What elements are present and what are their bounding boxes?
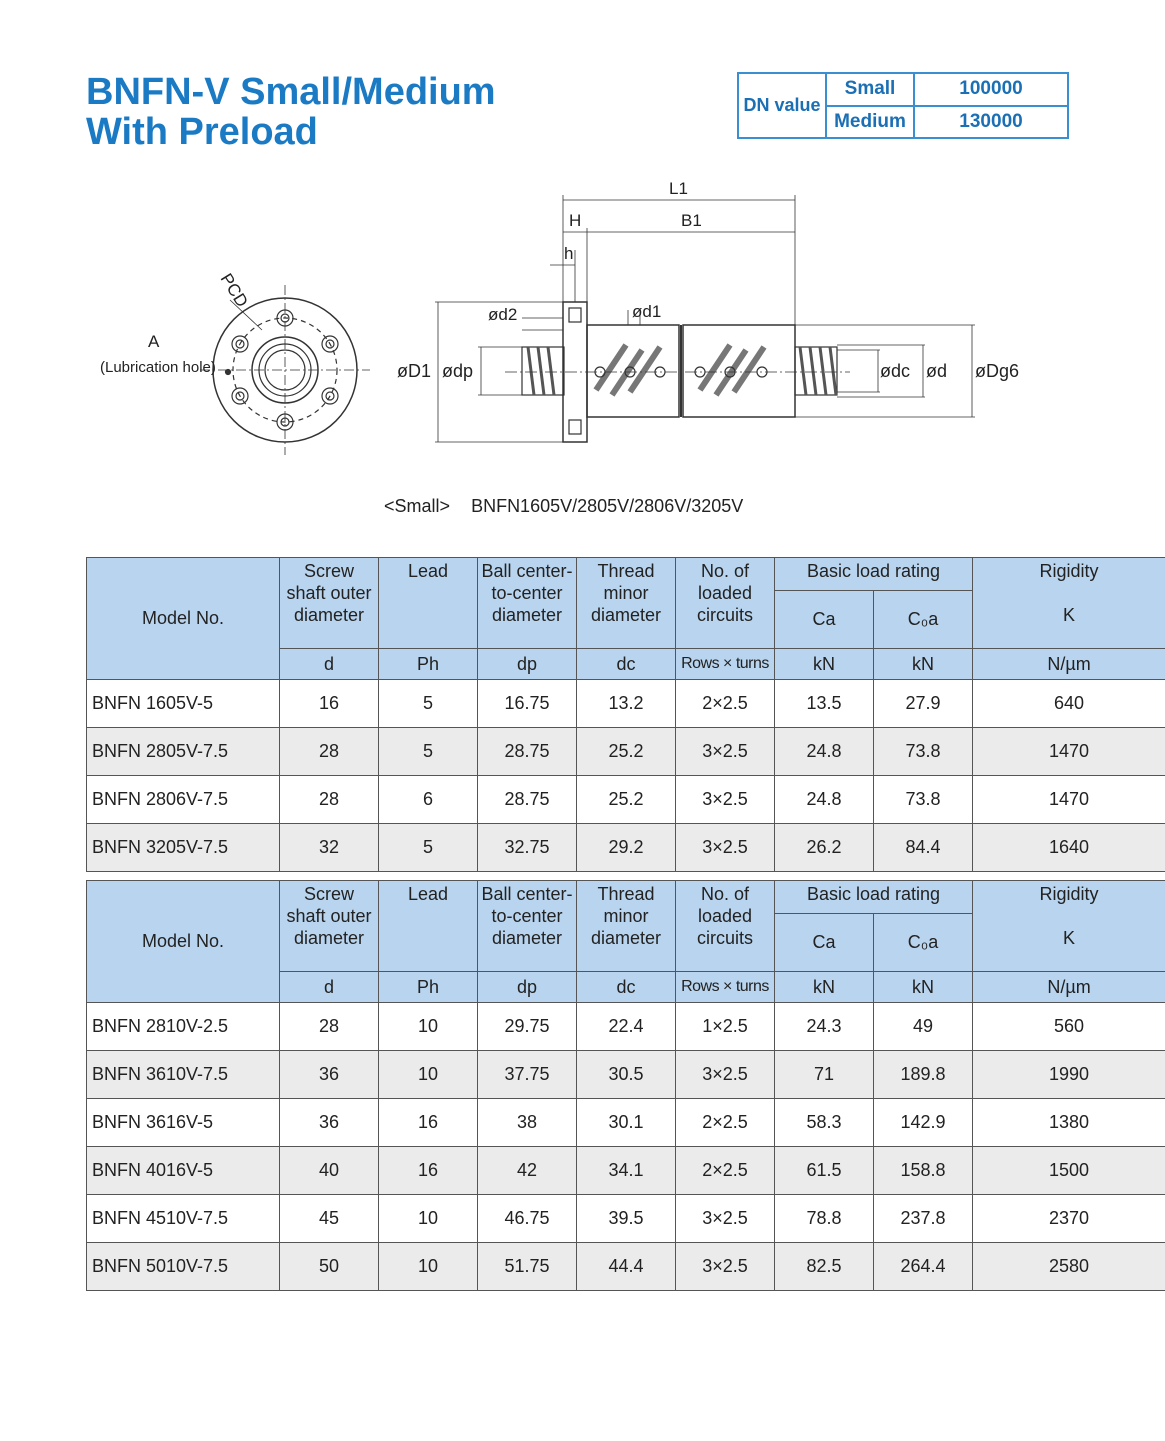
- ca-cell: 58.3: [775, 1099, 874, 1147]
- ca-cell: 26.2: [775, 824, 874, 872]
- circuits-header: [676, 558, 775, 649]
- thread-header: [577, 881, 676, 972]
- ball-header: [478, 558, 577, 649]
- circuits-header-1: No. of: [700, 884, 750, 904]
- lead-cell: 5: [379, 728, 478, 776]
- c0a-cell: 264.4: [874, 1243, 973, 1291]
- model-cell: BNFN 2805V-7.5: [87, 728, 280, 776]
- title-line-1: BNFN-V Small/Medium: [86, 71, 496, 113]
- loaded-circuits-cell: 3×2.5: [676, 824, 775, 872]
- thread-minor-diameter-cell: 39.5: [577, 1195, 676, 1243]
- dn-size-medium: Medium: [826, 106, 914, 139]
- ball-center-diameter-cell: 38: [478, 1099, 577, 1147]
- thread-minor-diameter-cell: 34.1: [577, 1147, 676, 1195]
- rigidity-header: [973, 881, 1165, 972]
- circuits-header: [676, 881, 775, 972]
- c0a-cell: 237.8: [874, 1195, 973, 1243]
- circuits-header-1: No. of: [700, 561, 750, 581]
- screw-header-3: diameter: [293, 605, 365, 625]
- circuits-unit: Rows × turns: [676, 972, 775, 1003]
- rigidity-cell: 1470: [973, 728, 1165, 776]
- ca-unit: kN: [775, 649, 874, 680]
- c0a-header: C₀a: [874, 914, 973, 972]
- dn-size-small: Small: [826, 73, 914, 106]
- ball-header-3: diameter: [491, 605, 563, 625]
- ca-cell: 71: [775, 1051, 874, 1099]
- model-cell: BNFN 4016V-5: [87, 1147, 280, 1195]
- loaded-circuits-cell: 3×2.5: [676, 1195, 775, 1243]
- a-label: A: [148, 332, 160, 351]
- thread-minor-diameter-cell: 30.5: [577, 1051, 676, 1099]
- ball-center-diameter-cell: 37.75: [478, 1051, 577, 1099]
- screw-header-1: Screw: [303, 884, 354, 904]
- lead-cell: 5: [379, 824, 478, 872]
- rigidity-header-2: K: [1063, 605, 1076, 625]
- shaft-diameter-cell: 36: [280, 1099, 379, 1147]
- ball-center-diameter-cell: 28.75: [478, 776, 577, 824]
- c0a-unit: kN: [874, 649, 973, 680]
- loaded-circuits-cell: 2×2.5: [676, 1099, 775, 1147]
- rigidity-cell: 1470: [973, 776, 1165, 824]
- thread-header-2: minor: [603, 906, 649, 926]
- ball-screw-drawing: [90, 170, 1050, 480]
- ball-header-2: to-center: [491, 583, 563, 603]
- ball-center-diameter-cell: 51.75: [478, 1243, 577, 1291]
- thread-header-3: diameter: [590, 928, 662, 948]
- c0a-header: C₀a: [874, 591, 973, 649]
- dn-value-table: [737, 72, 1069, 139]
- ca-header: Ca: [775, 591, 874, 649]
- loaded-circuits-cell: 3×2.5: [676, 1051, 775, 1099]
- model-cell: BNFN 3616V-5: [87, 1099, 280, 1147]
- basic-load-header: Basic load rating: [775, 881, 973, 914]
- small-spec-table: [86, 557, 1165, 872]
- screw-header: [280, 881, 379, 972]
- rigidity-cell: 560: [973, 1003, 1165, 1051]
- ball-center-diameter-cell: 28.75: [478, 728, 577, 776]
- ball-center-diameter-cell: 29.75: [478, 1003, 577, 1051]
- shaft-diameter-cell: 40: [280, 1147, 379, 1195]
- model-cell: BNFN 3205V-7.5: [87, 824, 280, 872]
- loaded-circuits-cell: 2×2.5: [676, 1147, 775, 1195]
- c0a-cell: 49: [874, 1003, 973, 1051]
- medium-spec-table: [86, 880, 1165, 1291]
- thread-minor-diameter-cell: 30.1: [577, 1099, 676, 1147]
- caption-tag: <Small>: [384, 496, 451, 516]
- rigidity-cell: 1640: [973, 824, 1165, 872]
- c0a-cell: 73.8: [874, 776, 973, 824]
- shaft-diameter-cell: 36: [280, 1051, 379, 1099]
- thread-minor-diameter-cell: 25.2: [577, 776, 676, 824]
- shaft-diameter-cell: 32: [280, 824, 379, 872]
- circuits-header-2: loaded: [697, 906, 753, 926]
- ball-center-diameter-cell: 42: [478, 1147, 577, 1195]
- caption-models: BNFN1605V/2805V/2806V/3205V: [471, 496, 744, 516]
- screw-header-2: shaft outer: [286, 583, 372, 603]
- page-title: [86, 72, 496, 152]
- dn-value-medium: 130000: [914, 106, 1068, 139]
- c0a-unit: kN: [874, 972, 973, 1003]
- nut-side-view: [505, 302, 850, 442]
- ball-header-3: diameter: [491, 928, 563, 948]
- thread-unit: dc: [577, 972, 676, 1003]
- screw-unit: d: [280, 972, 379, 1003]
- loaded-circuits-cell: 3×2.5: [676, 728, 775, 776]
- table-row: [87, 1195, 1165, 1243]
- circuits-header-3: circuits: [696, 605, 753, 625]
- drawing-caption: [384, 496, 759, 517]
- loaded-circuits-cell: 2×2.5: [676, 680, 775, 728]
- rigidity-cell: 1500: [973, 1147, 1165, 1195]
- shaft-diameter-cell: 28: [280, 728, 379, 776]
- rigidity-header-1: Rigidity: [1039, 884, 1099, 904]
- shaft-diameter-cell: 45: [280, 1195, 379, 1243]
- title-line-2: With Preload: [86, 111, 318, 153]
- rigidity-cell: 1380: [973, 1099, 1165, 1147]
- c0a-cell: 84.4: [874, 824, 973, 872]
- rigidity-header-1: Rigidity: [1039, 561, 1099, 581]
- thread-unit: dc: [577, 649, 676, 680]
- dc-label: ødc: [880, 361, 911, 381]
- circuits-unit: Rows × turns: [676, 649, 775, 680]
- screw-header-3: diameter: [293, 928, 365, 948]
- ball-unit: dp: [478, 972, 577, 1003]
- model-cell: BNFN 5010V-7.5: [87, 1243, 280, 1291]
- ca-unit: kN: [775, 972, 874, 1003]
- flange-front-view: [200, 285, 370, 455]
- screw-header-1: Screw: [303, 561, 354, 581]
- thread-minor-diameter-cell: 29.2: [577, 824, 676, 872]
- loaded-circuits-cell: 1×2.5: [676, 1003, 775, 1051]
- model-cell: BNFN 4510V-7.5: [87, 1195, 280, 1243]
- h-lower-label: h: [564, 244, 574, 263]
- thread-header-1: Thread: [597, 884, 655, 904]
- rigidity-header: [973, 558, 1165, 649]
- rigidity-cell: 640: [973, 680, 1165, 728]
- table-row: [87, 824, 1165, 872]
- d-label: ød: [926, 361, 948, 381]
- table-row: [87, 1243, 1165, 1291]
- ca-header: Ca: [775, 914, 874, 972]
- shaft-diameter-cell: 28: [280, 776, 379, 824]
- thread-header: [577, 558, 676, 649]
- D1-label: øD1: [397, 361, 432, 381]
- pcd-label: PCD: [216, 270, 252, 311]
- table-row: [87, 680, 1165, 728]
- screw-header: [280, 558, 379, 649]
- dn-value-label: DN value: [738, 73, 826, 138]
- ball-center-diameter-cell: 32.75: [478, 824, 577, 872]
- thread-header-2: minor: [603, 583, 649, 603]
- lead-cell: 10: [379, 1003, 478, 1051]
- d1-label: ød1: [632, 302, 662, 321]
- rigidity-cell: 2580: [973, 1243, 1165, 1291]
- c0a-cell: 189.8: [874, 1051, 973, 1099]
- thread-minor-diameter-cell: 22.4: [577, 1003, 676, 1051]
- c0a-cell: 142.9: [874, 1099, 973, 1147]
- lead-unit: Ph: [379, 972, 478, 1003]
- rigidity-cell: 1990: [973, 1051, 1165, 1099]
- loaded-circuits-cell: 3×2.5: [676, 776, 775, 824]
- rigidity-unit: N/µm: [973, 649, 1165, 680]
- table-row: [87, 776, 1165, 824]
- rigidity-unit: N/µm: [973, 972, 1165, 1003]
- lead-unit: Ph: [379, 649, 478, 680]
- rigidity-cell: 2370: [973, 1195, 1165, 1243]
- dn-value-small: 100000: [914, 73, 1068, 106]
- table-row: [87, 1147, 1165, 1195]
- ball-header-1: Ball center-: [481, 561, 573, 581]
- circuits-header-3: circuits: [696, 928, 753, 948]
- b1-label: B1: [681, 211, 702, 230]
- thread-header-3: diameter: [590, 605, 662, 625]
- thread-minor-diameter-cell: 25.2: [577, 728, 676, 776]
- c0a-cell: 73.8: [874, 728, 973, 776]
- ca-cell: 82.5: [775, 1243, 874, 1291]
- lead-cell: 10: [379, 1195, 478, 1243]
- thread-minor-diameter-cell: 13.2: [577, 680, 676, 728]
- circuits-header-2: loaded: [697, 583, 753, 603]
- lead-cell: 6: [379, 776, 478, 824]
- lead-cell: 10: [379, 1051, 478, 1099]
- ca-cell: 24.8: [775, 728, 874, 776]
- model-cell: BNFN 3610V-7.5: [87, 1051, 280, 1099]
- loaded-circuits-cell: 3×2.5: [676, 1243, 775, 1291]
- ball-header: [478, 881, 577, 972]
- ca-cell: 24.8: [775, 776, 874, 824]
- ca-cell: 61.5: [775, 1147, 874, 1195]
- shaft-diameter-cell: 50: [280, 1243, 379, 1291]
- screw-unit: d: [280, 649, 379, 680]
- ball-header-1: Ball center-: [481, 884, 573, 904]
- lubrication-hole-label: (Lubrication hole): [100, 359, 216, 376]
- lead-cell: 16: [379, 1099, 478, 1147]
- table-row: [87, 1051, 1165, 1099]
- model-cell: BNFN 1605V-5: [87, 680, 280, 728]
- table-row: [87, 728, 1165, 776]
- lead-header: Lead: [379, 558, 478, 649]
- model-header: Model No.: [87, 881, 280, 1003]
- d2-label: ød2: [488, 305, 518, 324]
- h-upper-label: H: [569, 211, 582, 230]
- Dg6-label: øDg6: [975, 361, 1020, 381]
- dp-label: ødp: [442, 361, 474, 381]
- c0a-cell: 27.9: [874, 680, 973, 728]
- shaft-diameter-cell: 28: [280, 1003, 379, 1051]
- shaft-diameter-cell: 16: [280, 680, 379, 728]
- ca-cell: 78.8: [775, 1195, 874, 1243]
- thread-minor-diameter-cell: 44.4: [577, 1243, 676, 1291]
- model-cell: BNFN 2806V-7.5: [87, 776, 280, 824]
- l1-label: L1: [669, 179, 688, 198]
- lead-cell: 16: [379, 1147, 478, 1195]
- basic-load-header: Basic load rating: [775, 558, 973, 591]
- model-cell: BNFN 2810V-2.5: [87, 1003, 280, 1051]
- ca-cell: 13.5: [775, 680, 874, 728]
- ball-center-diameter-cell: 16.75: [478, 680, 577, 728]
- c0a-cell: 158.8: [874, 1147, 973, 1195]
- model-header: Model No.: [87, 558, 280, 680]
- lead-cell: 5: [379, 680, 478, 728]
- table-row: [87, 1099, 1165, 1147]
- lead-cell: 10: [379, 1243, 478, 1291]
- ball-unit: dp: [478, 649, 577, 680]
- thread-header-1: Thread: [597, 561, 655, 581]
- rigidity-header-2: K: [1063, 928, 1076, 948]
- ball-header-2: to-center: [491, 906, 563, 926]
- screw-header-2: shaft outer: [286, 906, 372, 926]
- ball-center-diameter-cell: 46.75: [478, 1195, 577, 1243]
- table-row: [87, 1003, 1165, 1051]
- lead-header: Lead: [379, 881, 478, 972]
- ca-cell: 24.3: [775, 1003, 874, 1051]
